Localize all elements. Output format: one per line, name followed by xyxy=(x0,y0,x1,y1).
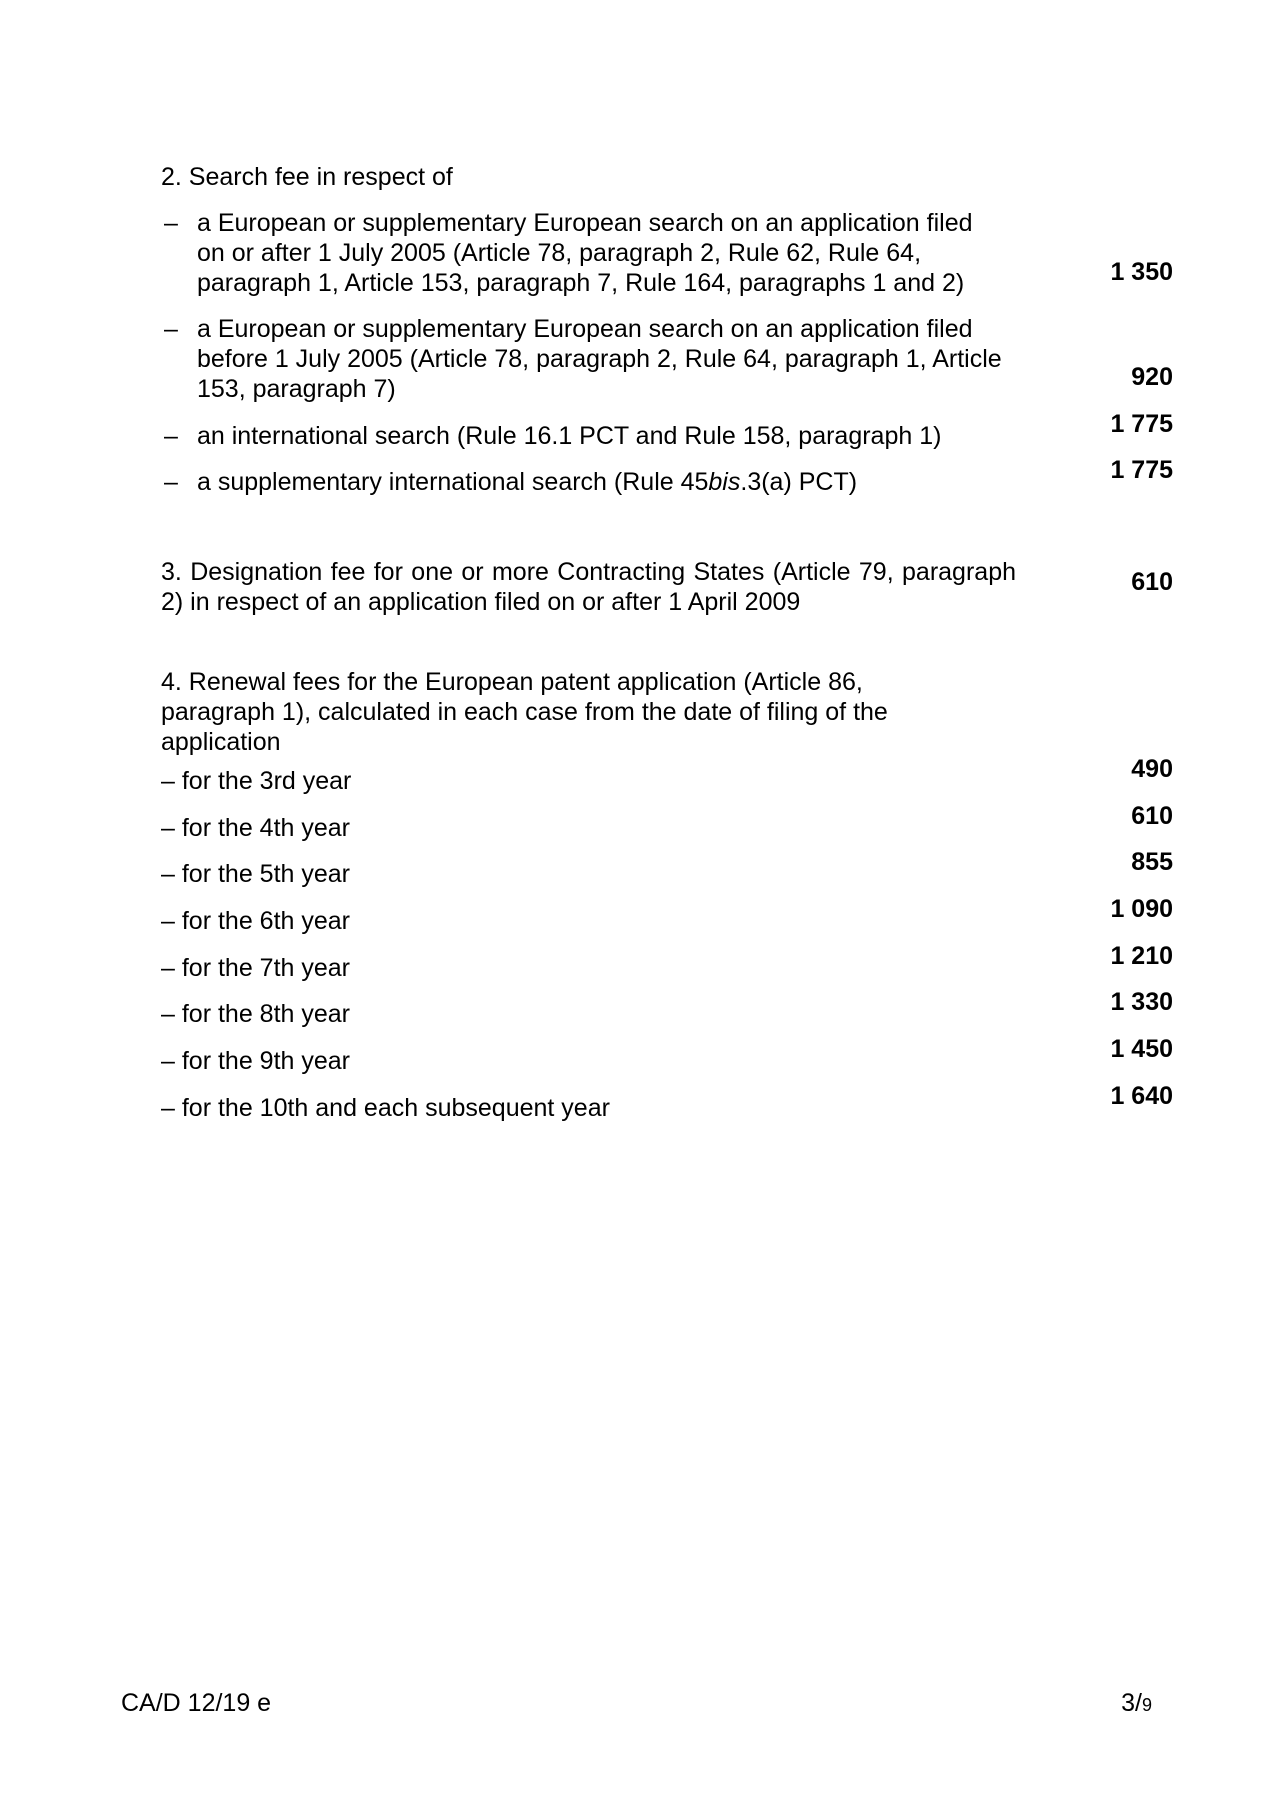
footer-page-total: 9 xyxy=(1141,1695,1152,1715)
section-4-heading: 4. Renewal fees for the European patent application (Article 86, paragraph 1), calculated in each case from the date of filing of the application xyxy=(161,668,888,756)
search-fee-item-4-text-italic: bis xyxy=(708,468,741,496)
footer-page-number xyxy=(1121,1688,1152,1720)
search-fee-item-3-amount: 1 775 xyxy=(1110,410,1173,438)
renewal-fee-row-label: – for the 6th year xyxy=(161,907,351,935)
dash-bullet: – xyxy=(164,315,178,343)
renewal-fee-row-label: – for the 9th year xyxy=(161,1047,351,1075)
section-3-designation-fee-amount: 610 xyxy=(1131,568,1173,596)
search-fee-item-1-amount: 1 350 xyxy=(1110,258,1173,286)
dash-bullet: – xyxy=(164,468,178,496)
renewal-fee-row-label: – for the 3rd year xyxy=(161,767,352,795)
renewal-fee-row-label: – for the 5th year xyxy=(161,860,351,888)
renewal-fee-row-amount: 855 xyxy=(1131,848,1173,876)
renewal-fee-row-label: – for the 7th year xyxy=(161,954,351,982)
footer-document-reference: CA/D 12/19 e xyxy=(121,1689,272,1717)
renewal-fee-row-amount: 1 330 xyxy=(1110,988,1173,1016)
search-fee-item-4-text-part2: .3(a) PCT) xyxy=(740,468,858,496)
renewal-fee-row-label: – for the 4th year xyxy=(161,814,351,842)
renewal-fee-row-label: – for the 10th and each subsequent year xyxy=(161,1094,610,1122)
search-fee-item-1-text: a European or supplementary European search on an application filed on or after 1 July 2005 (Article 78, paragraph 2, Rule 62, Rule 64, paragraph 1, Article 153, paragraph 7, Rule 164, paragraphs 1 and 2) xyxy=(197,209,973,297)
search-fee-item-2-text: a European or supplementary European search on an application filed before 1 July 2005 (Article 78, paragraph 2, Rule 64, paragraph 1, Article 153, paragraph 7) xyxy=(197,315,1002,403)
renewal-fee-row-amount: 1 450 xyxy=(1110,1035,1173,1063)
renewal-fee-row-amount: 1 640 xyxy=(1110,1082,1173,1110)
footer-page-current: 3/ xyxy=(1121,1689,1142,1717)
search-fee-item-4-text-part1: a supplementary international search (Rule 45 xyxy=(197,468,709,496)
section-3-designation-fee-text: 3. Designation fee for one or more Contracting States (Article 79, paragraph 2) in respect of an application filed on or after 1 April 2009 xyxy=(161,558,1016,616)
renewal-fee-row-amount: 490 xyxy=(1131,755,1173,783)
section-2-heading: 2. Search fee in respect of xyxy=(161,163,453,191)
renewal-fee-row-amount: 610 xyxy=(1131,802,1173,830)
renewal-fee-row-label: – for the 8th year xyxy=(161,1000,351,1028)
search-fee-item-4-text xyxy=(197,467,1007,497)
search-fee-item-2-amount: 920 xyxy=(1131,363,1173,391)
search-fee-item-3-text: an international search (Rule 16.1 PCT and Rule 158, paragraph 1) xyxy=(197,422,942,450)
dash-bullet: – xyxy=(164,209,178,237)
dash-bullet: – xyxy=(164,422,178,450)
renewal-fee-row-amount: 1 090 xyxy=(1110,895,1173,923)
search-fee-item-4-amount: 1 775 xyxy=(1110,456,1173,484)
renewal-fee-row-amount: 1 210 xyxy=(1110,942,1173,970)
